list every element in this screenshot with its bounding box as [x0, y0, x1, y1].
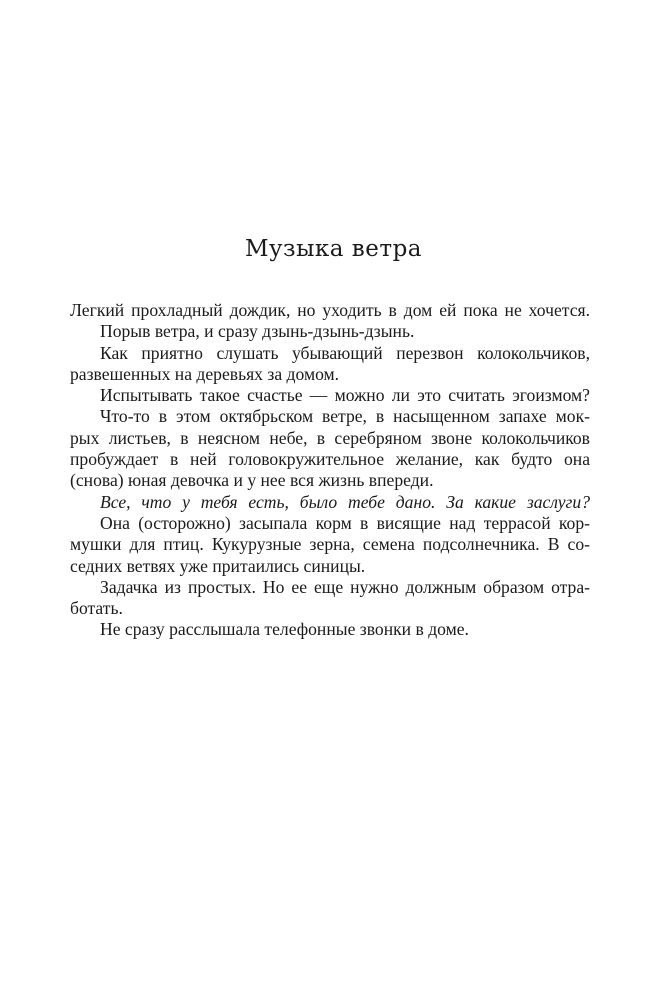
- text-line: (снова) юная девочка и у нее вся жизнь впереди.: [70, 470, 434, 491]
- text-line: Легкий прохладный дождик, но уходить в дом ей пока не хочется.: [70, 300, 590, 320]
- text-line: Не сразу расслышала телефонные звонки в доме.: [100, 619, 469, 640]
- text-line: Что-то в этом октябрьском ветре, в насыщенном запахе мок-: [100, 406, 590, 427]
- text-line: ботать.: [70, 598, 123, 619]
- text-line: Задачка из простых. Но ее еще нужно должным образом отра-: [100, 576, 590, 597]
- text-line: пробуждает в ней головокружительное желание, как будто она: [70, 449, 590, 470]
- text-line: Испытывать такое счастье — можно ли это считать эгоизмом?: [100, 385, 590, 406]
- text-line: Как приятно слушать убывающий перезвон колокольчиков,: [100, 342, 590, 363]
- text-line: мушки для птиц. Кукурузные зерна, семена подсолнечника. В со-: [70, 534, 590, 555]
- text-line: развешенных на деревьях за домом.: [70, 363, 340, 384]
- text-line: рых листьев, в неясном небе, в серебряном звоне колокольчиков: [70, 427, 590, 448]
- text-line: Порыв ветра, и сразу дзынь-дзынь-дзынь.: [100, 321, 415, 342]
- chapter-title: Музыка ветра: [244, 236, 423, 262]
- text-line: Она (осторожно) засыпала корм в висящие над террасой кор-: [100, 512, 590, 533]
- text-line: седних ветвях уже притаились синицы.: [70, 555, 366, 576]
- text-line-italic: Все, что у тебя есть, было тебе дано. За какие заслуги?: [100, 491, 590, 512]
- chapter-body: [70, 300, 590, 641]
